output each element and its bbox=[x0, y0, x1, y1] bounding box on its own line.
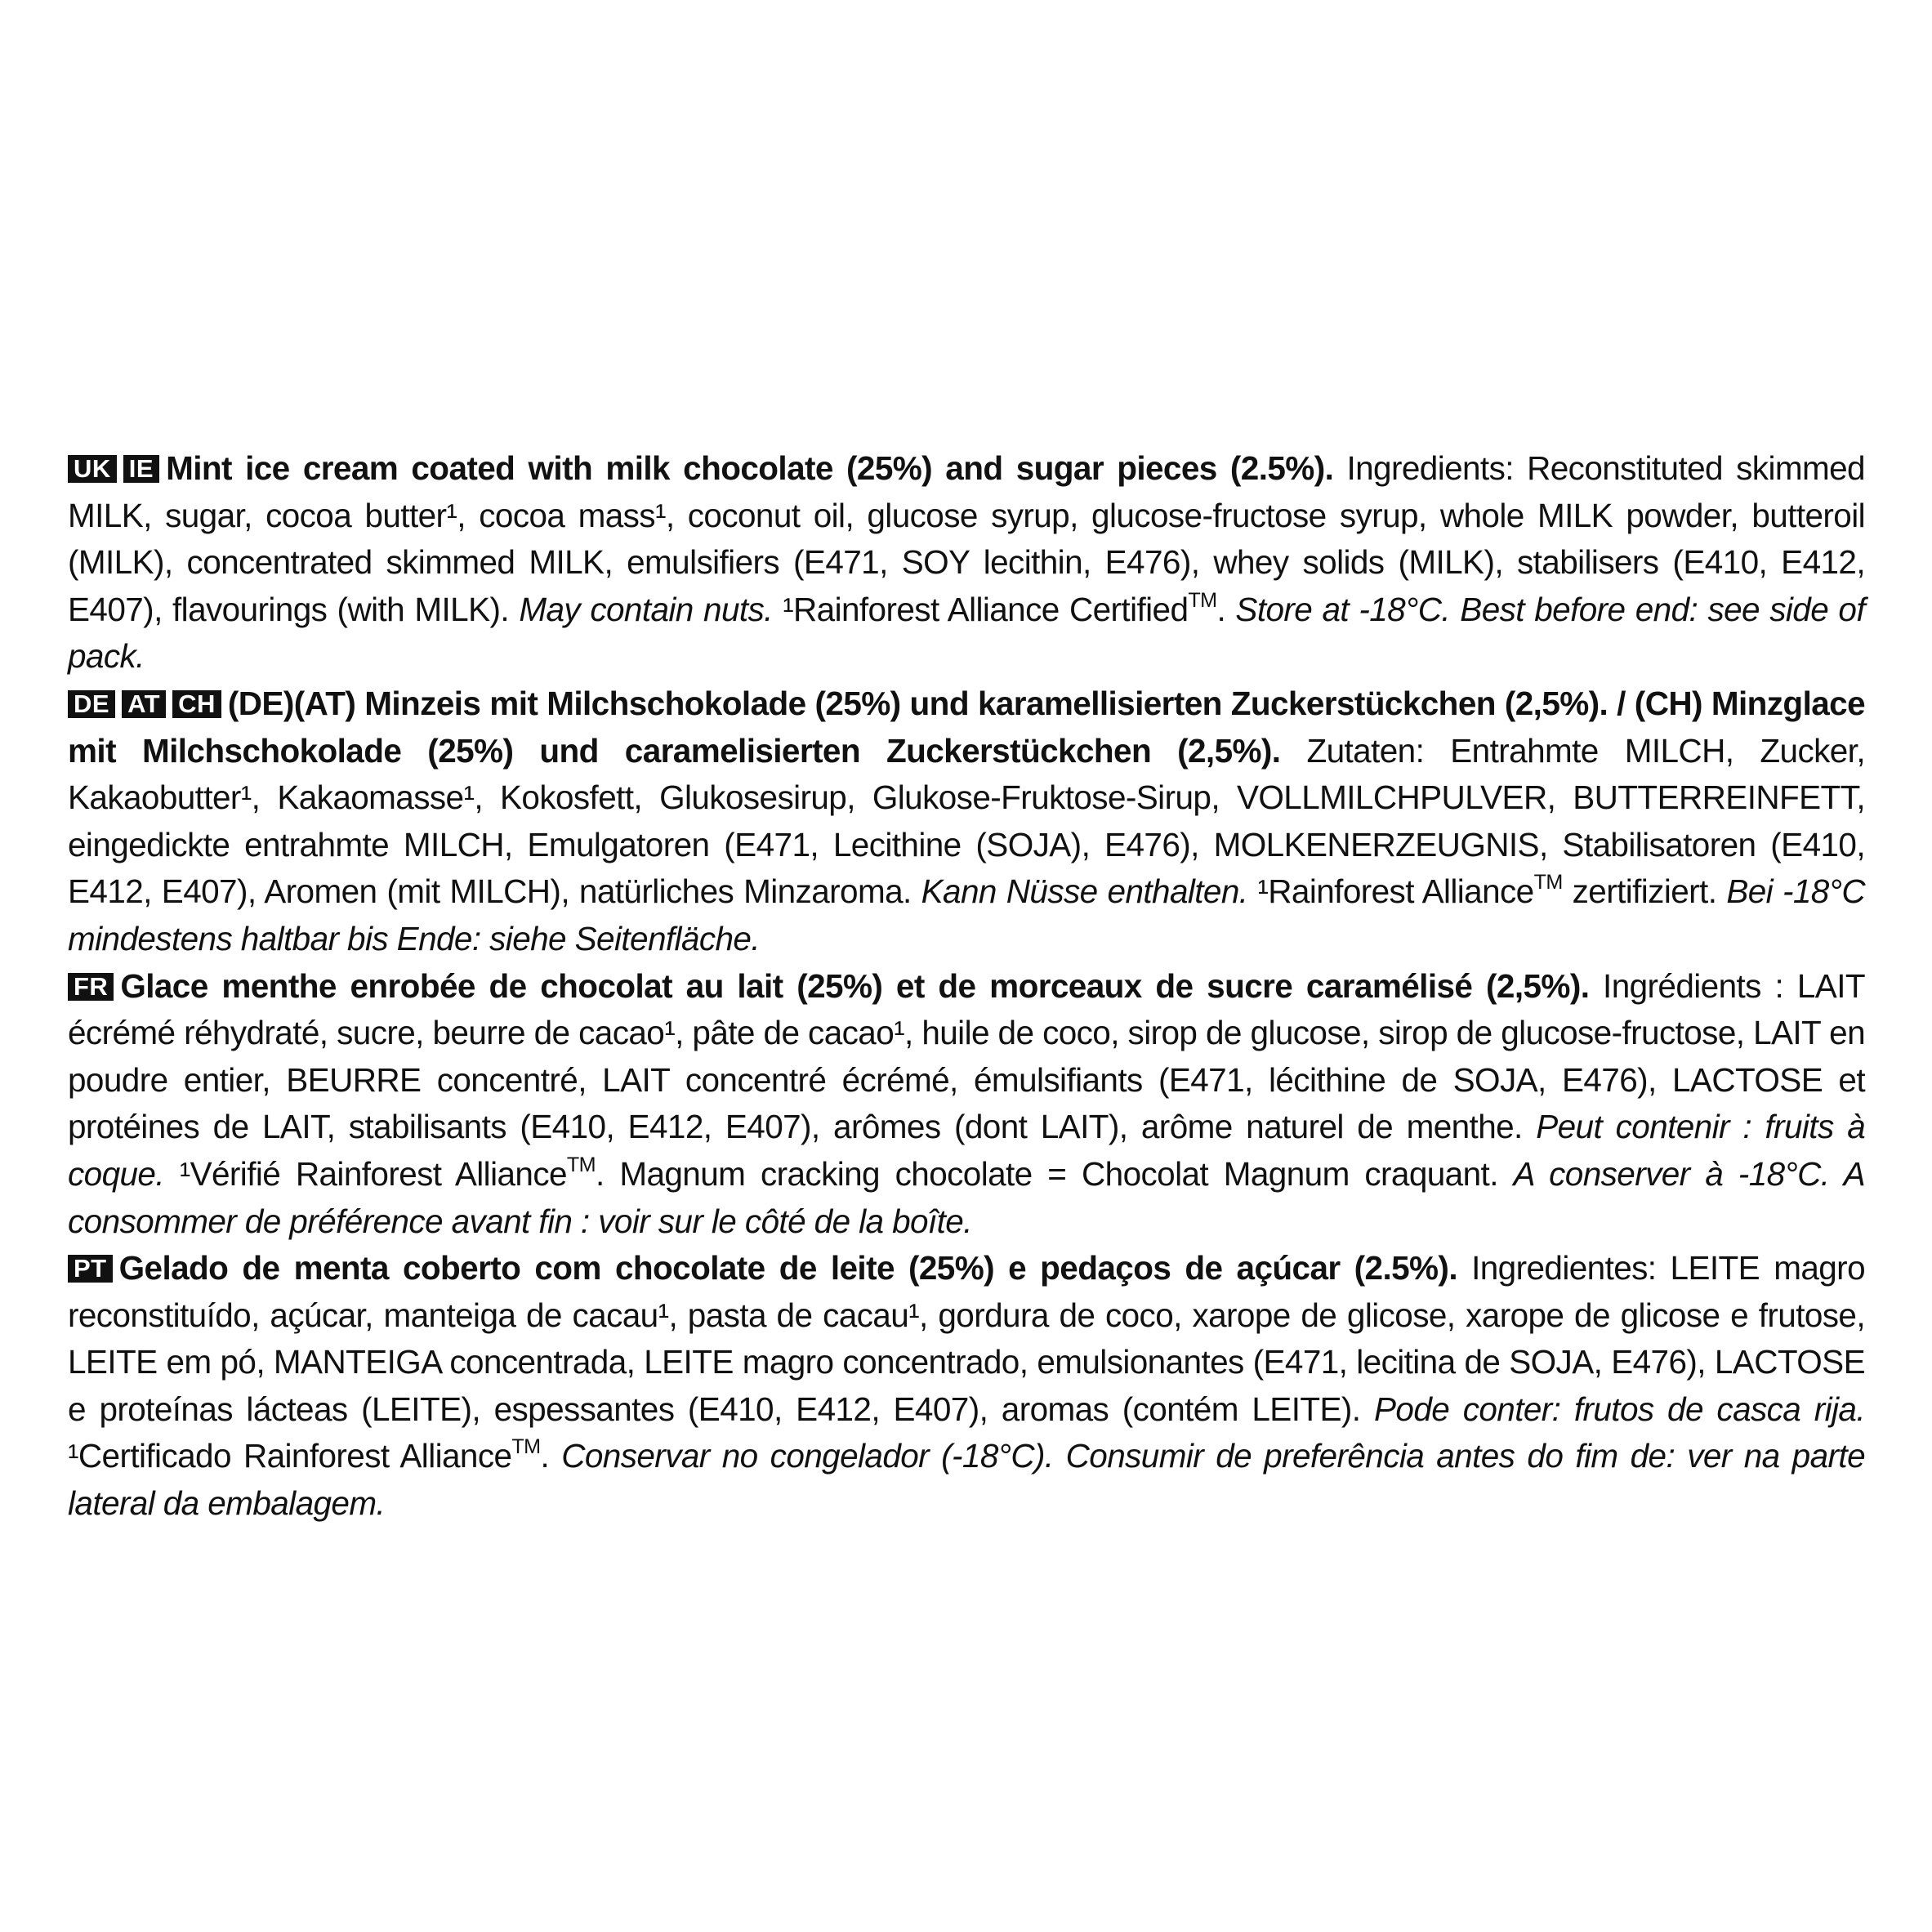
certification-text: ¹Certificado Rainforest Alliance bbox=[68, 1437, 512, 1475]
storage-instructions: A conserver à -18°C. A consommer de préférence avant fin : voir sur le côté de la boîte. bbox=[68, 1154, 1866, 1240]
trademark-mark: TM bbox=[1533, 871, 1563, 895]
language-section bbox=[68, 680, 1865, 963]
language-code-badge: UK bbox=[68, 455, 117, 483]
allergy-notice: Pode conter: frutos de casca rija. bbox=[1373, 1390, 1866, 1428]
storage-instructions: Conservar no congelador (-18°C). Consumir de preferência antes do fim de: ver na parte lateral da embalagem. bbox=[68, 1437, 1865, 1523]
storage-instructions: Store at -18°C. Best before end: see side of pack. bbox=[68, 590, 1866, 676]
language-code-badge: DE bbox=[68, 690, 115, 718]
certification-suffix: . bbox=[540, 1437, 550, 1475]
ingredients-label-text bbox=[68, 445, 1865, 1528]
certification-suffix: . bbox=[1216, 590, 1226, 628]
language-code-badge: FR bbox=[68, 973, 114, 1001]
allergy-notice: May contain nuts. bbox=[519, 590, 773, 628]
certification-text: ¹Rainforest Alliance bbox=[1257, 872, 1534, 911]
language-section bbox=[68, 963, 1865, 1246]
certification-suffix: zertifiziert. bbox=[1562, 872, 1717, 911]
product-title: (DE)(AT) Minzeis mit Milchschokolade (25%) und karamellisierten Zuckerstückchen (2,5%). / (CH) Minzglace mit Milchschokolade (25%) und caramelisierten Zuckerstückchen (2,5%). bbox=[68, 684, 1865, 770]
allergy-notice: Kann Nüsse enthalten. bbox=[921, 872, 1248, 911]
language-code-badge: AT bbox=[122, 690, 166, 718]
product-title: Mint ice cream coated with milk chocolate (25%) and sugar pieces (2.5%). bbox=[166, 449, 1334, 487]
language-section bbox=[68, 1245, 1865, 1528]
trademark-mark: TM bbox=[566, 1153, 596, 1176]
storage-instructions: Bei -18°C mindestens haltbar bis Ende: siehe Seitenfläche. bbox=[68, 872, 1865, 957]
language-code-badge: CH bbox=[172, 690, 221, 718]
certification-suffix: . bbox=[595, 1154, 605, 1193]
certification-text: ¹Rainforest Alliance Certified bbox=[783, 590, 1189, 628]
ingredients-list: Ingrédients : LAIT écrémé réhydraté, sucre, beurre de cacao¹, pâte de cacao¹, huile de coco, sirop de glucose, sirop de glucose-fructose, LAIT en poudre entier, BEURRE concentré, LAIT concentré écrémé, émulsifiants (E471, lécithine de SOJA, E476), LACTOSE et protéines de LAIT, stabilisants (E410, E412, E407), arômes (dont LAIT), arôme naturel de menthe. bbox=[68, 966, 1865, 1146]
product-title: Glace menthe enrobée de chocolat au lait (25%) et de morceaux de sucre caramélisé (2,5%). bbox=[120, 966, 1590, 1005]
ingredients-list: Zutaten: Entrahmte MILCH, Zucker, Kakaobutter¹, Kakaomasse¹, Kokosfett, Glukosesirup, Glukose-Fruktose-Sirup, VOLLMILCHPULVER, BUTTERREINFETT, eingedickte entrahmte MILCH, Emulgatoren (E471, Lecithine (SOJA), E476), MOLKENERZEUGNIS, Stabilisatoren (E410, E412, E407), Aromen (mit MILCH), natürliches Minzaroma. bbox=[68, 731, 1865, 911]
language-section bbox=[68, 445, 1865, 680]
language-code-badge: IE bbox=[123, 455, 159, 483]
trademark-mark: TM bbox=[511, 1435, 541, 1459]
translation-note: Magnum cracking chocolate = Chocolat Magnum craquant. bbox=[619, 1154, 1498, 1193]
trademark-mark: TM bbox=[1188, 588, 1217, 612]
ingredients-list: Ingredientes: LEITE magro reconstituído, açúcar, manteiga de cacau¹, pasta de cacau¹, gordura de coco, xarope de glicose, xarope de glicose e frutose, LEITE em pó, MANTEIGA concentrada, LEITE magro concentrado, emulsionantes (E471, lecitina de SOJA, E476), LACTOSE e proteínas lácteas (LEITE), espessantes (E410, E412, E407), aromas (contém LEITE). bbox=[68, 1249, 1865, 1428]
product-title: Gelado de menta coberto com chocolate de leite (25%) e pedaços de açúcar (2.5%). bbox=[118, 1249, 1457, 1287]
language-code-badge: PT bbox=[68, 1255, 113, 1283]
certification-text: ¹Vérifié Rainforest Alliance bbox=[179, 1154, 567, 1193]
ingredients-list: Ingredients: Reconstituted skimmed MILK, sugar, cocoa butter¹, cocoa mass¹, coconut oil, glucose syrup, glucose-fructose syrup, whole MILK powder, butteroil (MILK), concentrated skimmed MILK, emulsifiers (E471, SOY lecithin, E476), whey solids (MILK), stabilisers (E410, E412, E407), flavourings (with MILK). bbox=[68, 449, 1865, 628]
allergy-notice: Peut contenir : fruits à coque. bbox=[68, 1108, 1865, 1193]
